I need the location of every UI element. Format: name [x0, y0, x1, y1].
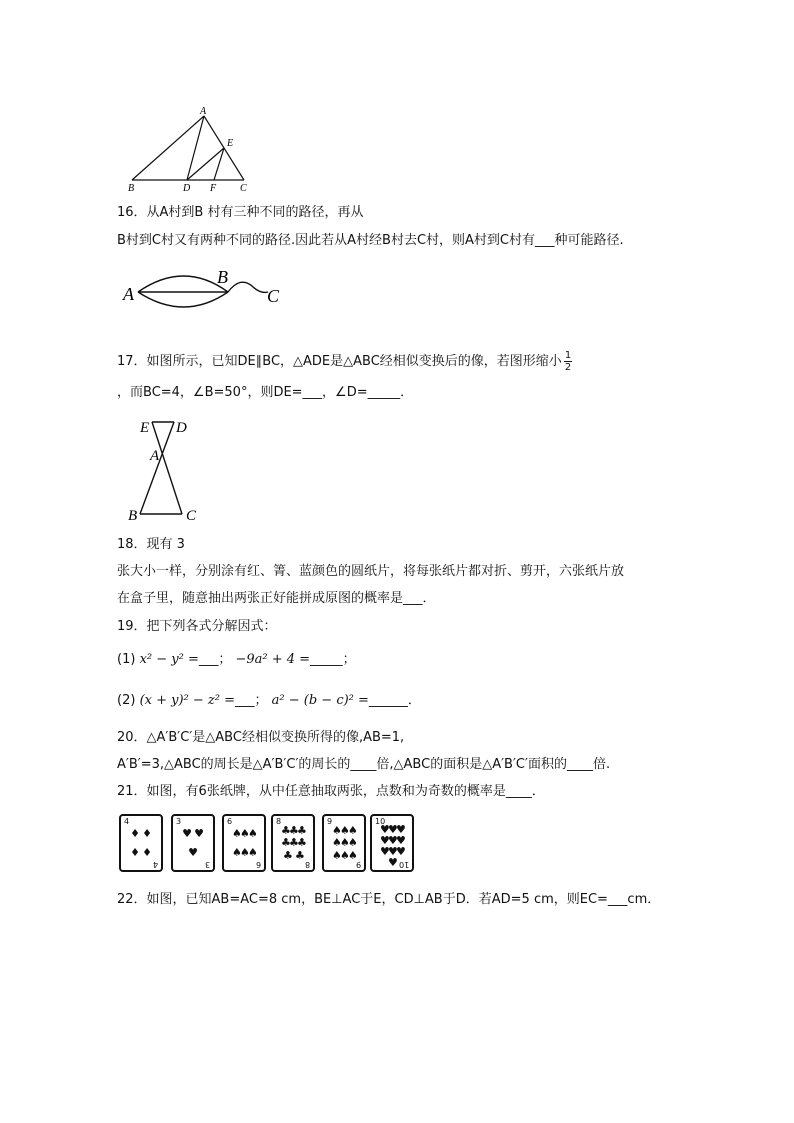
playing-card — [119, 814, 163, 872]
card-rank: 4 — [124, 817, 130, 826]
q19-expr-b: −9a² + 4 = — [235, 652, 311, 667]
q19-part2-label: (2) — [117, 693, 136, 708]
suit-pip-icon: ♠ — [248, 846, 258, 859]
q19-line1: 19．把下列各式分解因式： — [117, 619, 277, 634]
suit-pip-icon: ♥ — [396, 845, 406, 858]
card-rank: 6 — [227, 817, 233, 826]
label-d: D — [183, 183, 191, 192]
card-pips — [181, 824, 205, 862]
suit-pip-icon: ♥ — [194, 827, 204, 840]
suit-pip-icon: ♠ — [332, 823, 342, 837]
suit-pip-icon: ♠ — [240, 846, 250, 859]
q16-line1: 16．从A村到B 村有三种不同的路径，再从 — [117, 205, 364, 220]
label-f: F — [210, 183, 217, 192]
path-label-a: A — [123, 284, 134, 304]
suit-pip-icon: ♥ — [388, 823, 398, 836]
suit-pip-icon: ♣ — [289, 823, 299, 837]
suit-pip-icon: ♣ — [281, 823, 291, 837]
card-rank: 10 — [375, 817, 386, 826]
suit-pip-icon: ♥ — [396, 823, 406, 836]
q17-text: 17．如图所示，已知DE∥BC，△ADE是△ABC经相似变换后的像，若图形缩小 — [117, 354, 562, 369]
q19-expr-c: (x + y)² − z² = — [139, 693, 235, 708]
suit-pip-icon: ♥ — [182, 827, 192, 840]
label-a: A — [200, 106, 207, 117]
fraction-denominator: 2 — [564, 362, 572, 373]
suit-pip-icon: ♥ — [380, 834, 390, 847]
card-rank-inverted: 9 — [355, 860, 361, 869]
q18-line2: 张大小一样，分别涂有红、箐、蓝颜色的圆纸片，将每张纸片都对折、剪开，六张纸片放 — [117, 564, 625, 579]
path-label-c: C — [267, 286, 280, 306]
hourglass-label-d: D — [176, 420, 187, 436]
q19-part1-label: (1) — [117, 652, 136, 667]
suit-pip-icon: ♠ — [232, 827, 242, 840]
suit-pip-icon: ♠ — [340, 836, 350, 850]
q19-blank-c: ___； — [235, 693, 268, 708]
suit-pip-icon: ♦ — [142, 827, 152, 840]
playing-card — [370, 814, 414, 872]
suit-pip-icon: ♣ — [289, 836, 299, 850]
card-rank: 9 — [327, 817, 333, 826]
suit-pip-icon: ♠ — [348, 836, 358, 850]
hourglass-figure — [122, 416, 212, 524]
suit-pip-icon: ♦ — [130, 827, 140, 840]
suit-pip-icon: ♥ — [188, 846, 198, 859]
suit-pip-icon: ♦ — [130, 846, 140, 859]
card-pips — [281, 824, 305, 862]
hourglass-label-c: C — [186, 508, 197, 524]
card-rank: 3 — [176, 817, 182, 826]
suit-pip-icon: ♣ — [283, 849, 293, 863]
q17-line2: ，而BC=4，∠B=50°，则DE=___，∠D=_____． — [117, 385, 414, 400]
suit-pip-icon: ♠ — [332, 836, 342, 850]
playing-card — [271, 814, 315, 872]
suit-pip-icon: ♦ — [142, 846, 152, 859]
q18-line1: 18．现有 3 — [117, 537, 185, 552]
q19-expr-d: a² − (b − c)² = — [271, 693, 369, 708]
card-rank-inverted: 4 — [152, 860, 158, 869]
label-e: E — [227, 138, 234, 149]
q20-line1: 20．△A′B′C′是△ABC经相似变换所得的像,AB=1, — [117, 730, 405, 745]
hourglass-label-e: E — [140, 420, 150, 436]
q21-line1: 21．如图，有6张纸牌，从中任意抽取两张，点数和为奇数的概率是____． — [117, 784, 545, 799]
q19-part1 — [117, 651, 356, 669]
playing-card — [171, 814, 215, 872]
label-c: C — [240, 183, 247, 192]
q22-line1: 22．如图，已知AB=AC=8 cm，BE⊥AC于E，CD⊥AB于D．若AD=5 cm，则EC=___cm． — [117, 892, 661, 907]
path-label-b: B — [217, 267, 228, 287]
hourglass-label-b: B — [128, 508, 138, 524]
q20-line2: A′B′=3,△ABC的周长是△A′B′C′的周长的____倍,△ABC的面积是△A′B′C′面积的____倍. — [117, 757, 611, 772]
suit-pip-icon: ♥ — [388, 856, 398, 869]
suit-pip-icon: ♥ — [388, 845, 398, 858]
playing-card — [222, 814, 266, 872]
suit-pip-icon: ♥ — [380, 845, 390, 858]
suit-pip-icon: ♠ — [232, 846, 242, 859]
fraction-numerator: 1 — [564, 350, 572, 361]
path-figure — [118, 266, 288, 310]
q17-line1 — [117, 350, 572, 373]
card-rank-inverted: 10 — [398, 860, 409, 869]
card-pips — [129, 824, 153, 862]
one-half-fraction — [564, 350, 572, 373]
suit-pip-icon: ♣ — [281, 836, 291, 850]
suit-pip-icon: ♠ — [248, 827, 258, 840]
q19-part2 — [117, 692, 421, 710]
card-pips — [232, 824, 256, 862]
suit-pip-icon: ♠ — [240, 827, 250, 840]
suit-pip-icon: ♥ — [380, 823, 390, 836]
suit-pip-icon: ♣ — [295, 849, 305, 863]
suit-pip-icon: ♠ — [340, 823, 350, 837]
card-rank-inverted: 6 — [255, 860, 261, 869]
suit-pip-icon: ♠ — [340, 849, 350, 863]
triangle-figure — [120, 104, 260, 192]
card-rank-inverted: 3 — [204, 860, 210, 869]
q19-expr-a: x² − y² = — [139, 652, 199, 667]
q19-blank-a: ___； — [198, 652, 232, 667]
suit-pip-icon: ♠ — [332, 849, 342, 863]
suit-pip-icon: ♥ — [396, 834, 406, 847]
q18-line3: 在盒子里，随意抽出两张正好能拼成原图的概率是___． — [117, 591, 436, 606]
q16-line2: B村到C村又有两种不同的路径.因此若从A村经B村去C村，则A村到C村有___种可能路径. — [117, 233, 624, 248]
card-rank-inverted: 8 — [304, 860, 310, 869]
q19-blank-d: ______． — [368, 693, 421, 708]
suit-pip-icon: ♠ — [348, 823, 358, 837]
q19-blank-b: _____； — [310, 652, 356, 667]
playing-card — [322, 814, 366, 872]
card-pips — [332, 824, 356, 862]
suit-pip-icon: ♣ — [297, 823, 307, 837]
label-b: B — [128, 183, 135, 192]
suit-pip-icon: ♥ — [388, 834, 398, 847]
hourglass-label-a: A — [150, 448, 160, 464]
card-rank: 8 — [276, 817, 282, 826]
suit-pip-icon: ♣ — [297, 836, 307, 850]
suit-pip-icon: ♠ — [348, 849, 358, 863]
